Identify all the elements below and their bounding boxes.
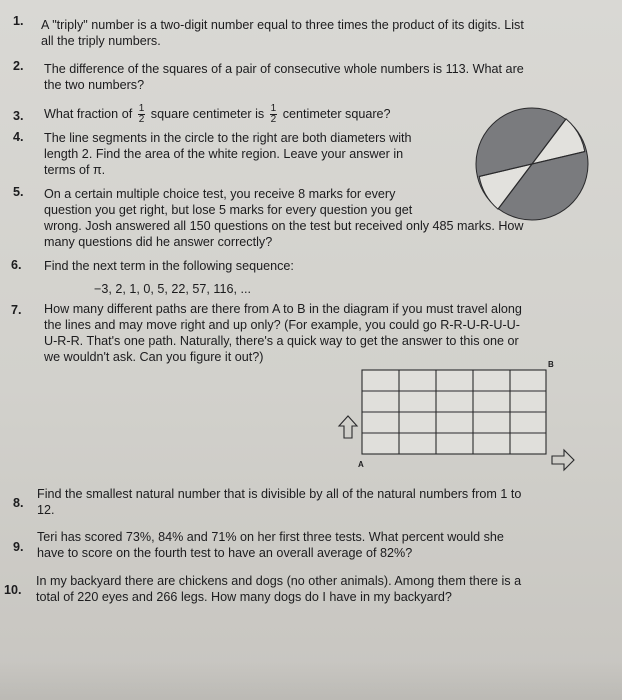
problem-line: In my backyard there are chickens and dogs (no other animals). Among them there is a <box>36 574 522 588</box>
problem-2-number: 2. <box>13 59 24 73</box>
problem-8-text <box>37 486 521 518</box>
grid-lines <box>362 370 546 454</box>
problem-3-text-before: What fraction of <box>44 107 133 121</box>
problem-line: Find the smallest natural number that is divisible by all of the natural numbers from 1 to <box>37 487 522 501</box>
problem-5-number: 5. <box>13 185 24 199</box>
problem-10-text <box>36 573 521 605</box>
problem-7-number: 7. <box>11 303 22 317</box>
problem-4-number: 4. <box>13 130 24 144</box>
grid-label-b: B <box>548 360 554 369</box>
problem-3-text-after: centimeter square? <box>282 107 391 121</box>
problem-line: the two numbers? <box>44 78 145 92</box>
problem-line: How many different paths are there from A to B in the diagram if you must travel along <box>44 302 522 316</box>
problem-line: The difference of the squares of a pair of consecutive whole numbers is 113. What are <box>44 62 524 76</box>
path-grid-diagram <box>320 350 590 480</box>
problem-line: have to score on the fourth test to have an overall average of 82%? <box>37 546 413 560</box>
right-arrow-icon <box>552 450 574 470</box>
problem-1-text <box>41 17 524 49</box>
problem-line: U-R-R. That's one path. Naturally, there's a quick way to get the answer to this one or <box>44 334 519 348</box>
problem-4-text <box>44 130 412 178</box>
problem-line: Find the next term in the following sequence: <box>44 259 294 273</box>
problem-3-text <box>44 103 391 125</box>
problem-line: total of 220 eyes and 266 legs. How many dogs do I have in my backyard? <box>36 590 452 604</box>
problem-line: 12. <box>37 503 55 517</box>
problem-6-text <box>44 258 294 274</box>
problem-2-text <box>44 61 524 93</box>
problem-5-text <box>44 186 524 250</box>
problem-line: The line segments in the circle to the right are both diameters with <box>44 131 412 145</box>
problem-line: question you get right, but lose 5 marks for every question you get <box>44 203 413 217</box>
problem-3-text-middle: square centimeter is <box>150 107 265 121</box>
problem-3-number: 3. <box>13 109 24 123</box>
fraction-half-2: $\frac{1}{2}$ <box>270 103 277 126</box>
problem-10-number: 10. <box>4 583 22 597</box>
up-arrow-icon <box>339 416 357 438</box>
paper-shadow <box>0 660 622 700</box>
problem-line: A "triply" number is a two-digit number equal to three times the product of its digits. List <box>41 18 524 32</box>
problem-line: On a certain multiple choice test, you receive 8 marks for every <box>44 187 396 201</box>
problem-6-sequence: −3, 2, 1, 0, 5, 22, 57, 116, ... <box>94 282 251 296</box>
problem-6-number: 6. <box>11 258 22 272</box>
grid-label-a: A <box>358 460 364 469</box>
fraction-half-1: $\frac{1}{2}$ <box>138 103 145 126</box>
problem-line: length 2. Find the area of the white region. Leave your answer in <box>44 147 404 161</box>
problem-line: wrong. Josh answered all 150 questions on the test but received only 485 marks. How <box>44 219 524 233</box>
problem-line: we wouldn't ask. Can you figure it out?) <box>44 350 264 364</box>
problem-9-number: 9. <box>13 540 24 554</box>
problem-line: all the triply numbers. <box>41 34 161 48</box>
problem-line: many questions did he answer correctly? <box>44 235 273 249</box>
problem-line: terms of π. <box>44 163 106 177</box>
problem-8-number: 8. <box>13 496 24 510</box>
problem-line: Teri has scored 73%, 84% and 71% on her first three tests. What percent would she <box>37 530 504 544</box>
problem-line: the lines and may move right and up only? (For example, you could go R-R-U-R-U-U- <box>44 318 520 332</box>
problem-1-number: 1. <box>13 14 24 28</box>
problem-9-text <box>37 529 504 561</box>
